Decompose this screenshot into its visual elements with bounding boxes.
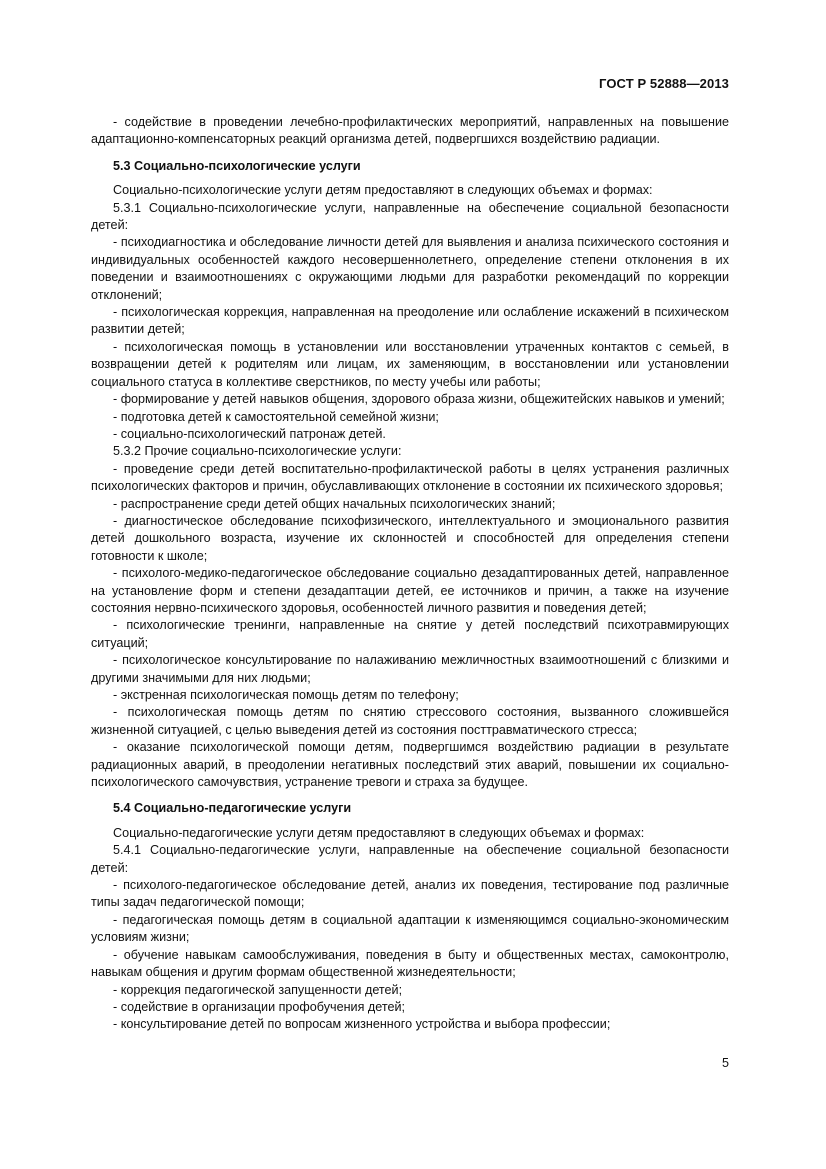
paragraph: 5.3.1 Социально-психологические услуги, направленные на обеспечение социальной безопасности детей: — [91, 200, 729, 233]
document-code: ГОСТ Р 52888—2013 — [599, 76, 729, 91]
paragraph: Социально-психологические услуги детям предоставляют в следующих объемах и формах: — [113, 183, 653, 198]
section-heading-5-4: 5.4 Социально-педагогические услуги — [113, 801, 352, 816]
list-item: - психолого-медико-педагогическое обследование социально дезадаптированных детей, направленное на установление форм и степени дезадаптации детей, ее источников и причин, а также на изучение состояния нервно-психического здоровья, особенностей личного развития и поведения детей; — [91, 566, 729, 615]
paragraph: - содействие в проведении лечебно-профилактических мероприятий, направленных на повышение адаптационно-компенсаторных реакций организма детей, подвергшихся воздействию радиации. — [91, 115, 729, 147]
list-item: - обучение навыкам самообслуживания, поведения в быту и общественных местах, самоконтролю, навыкам общения и другим формам общественной жизнедеятельности; — [91, 947, 729, 980]
document-body — [91, 114, 729, 1034]
paragraph: 5.3.2 Прочие социально-психологические услуги: — [113, 444, 402, 459]
list-item: - психологическая помощь детям по снятию стрессового состояния, вызванного сложившейся жизненной ситуацией, с целью выведения детей из состояния посттравматического стресса; — [91, 705, 729, 737]
list-item: - распространение среди детей общих начальных психологических знаний; — [113, 496, 556, 511]
list-item: - психолого-педагогическое обследование детей, анализ их поведения, тестирование под различные типы задач педагогической помощи; — [91, 878, 729, 910]
list-item: - социально-психологический патронаж детей. — [113, 426, 386, 441]
list-item: - формирование у детей навыков общения, здорового образа жизни, общежитейских навыков и умений; — [113, 392, 725, 407]
list-item: - экстренная психологическая помощь детям по телефону; — [113, 688, 459, 702]
list-item: - психологические тренинги, направленные на снятие у детей последствий психотравмирующих ситуаций; — [91, 618, 729, 650]
list-item: - психологическая помощь в установлении или восстановлении утраченных контактов с семьей, в возвращении детей к родителям или лицам, их заменяющим, в восстановлении или установлении социального статуса в коллективе сверстников, по месту учебы или работы; — [91, 339, 729, 389]
list-item: - психодиагностика и обследование личности детей для выявления и анализа психического состояния и индивидуальных особенностей каждого несовершеннолетнего, определение степени отклонения в их поведении и взаимоотношениях с окружающими людьми для разработки рекомендаций по коррекции отклонений; — [91, 235, 729, 302]
list-item: - психологическое консультирование по налаживанию межличностных взаимоотношений с близкими и другими значимыми для них людьми; — [91, 653, 729, 685]
paragraph: Социально-педагогические услуги детям предоставляют в следующих объемах и формах: — [113, 825, 645, 840]
list-item: - оказание психологической помощи детям, подвергшимся воздействию радиации в результате радиационных аварий, в преодолении негативных последствий этих аварий, повышении их социально-психологического самочувствия, устранение тревоги и страха за будущее. — [91, 740, 729, 790]
page-number: 5 — [721, 1056, 729, 1070]
section-heading-5-3: 5.3 Социально-психологические услуги — [113, 158, 361, 173]
list-item: - коррекция педагогической запущенности детей; — [113, 982, 403, 997]
list-item: - диагностическое обследование психофизического, интеллектуального и эмоционального развития детей дошкольного возраста, изучение их склонностей и способностей для определения степени готовности к школе; — [91, 513, 729, 563]
paragraph: 5.4.1 Социально-педагогические услуги, направленные на обеспечение социальной безопасности детей: — [91, 843, 729, 875]
list-item: - подготовка детей к самостоятельной семейной жизни; — [113, 409, 439, 424]
list-item: - проведение среди детей воспитательно-профилактической работы в целях устранения различных психологических факторов и причин, обуславливающих отклонение в состоянии их психического здоровья; — [91, 461, 729, 494]
list-item: - содействие в организации профобучения детей; — [113, 999, 406, 1014]
list-item: - консультирование детей по вопросам жизненного устройства и выбора профессии; — [113, 1017, 611, 1032]
list-item: - педагогическая помощь детям в социальной адаптации к изменяющимся социально-экономическим условиям жизни; — [91, 912, 729, 945]
list-item: - психологическая коррекция, направленная на преодоление или ослабление искажений в психическом развитии детей; — [91, 305, 729, 337]
